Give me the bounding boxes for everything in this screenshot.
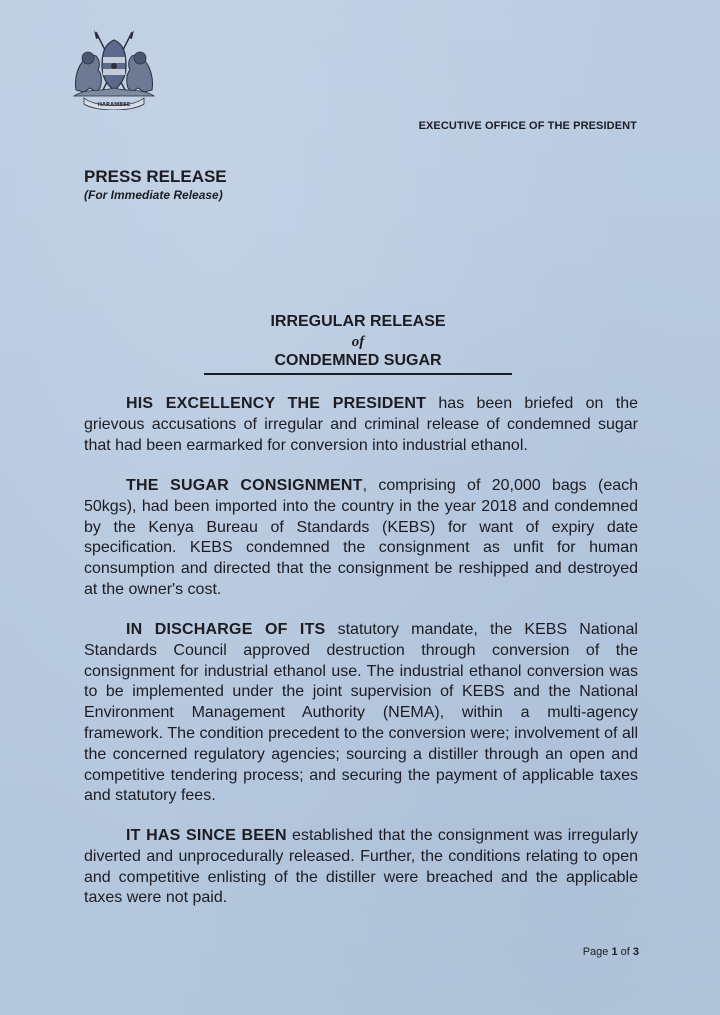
headline-line-1: IRREGULAR RELEASE <box>270 313 446 330</box>
headline-line-3: CONDEMNED SUGAR <box>274 352 442 369</box>
page-number-mid: of <box>617 946 633 958</box>
paragraph-3-text: statutory mandate, the KEBS National Standards Council approved destruction through conversion of the consignment for industrial ethanol use. The industrial ethanol conversion was to be implemented under the joint supervision of KEBS and the National Environment Management Authority (NEMA), within a multi-agency framework. The condition precedent to the conversion were; involvement of all the concerned regulatory agencies; sourcing a distiller through an open and competitive tendering process; and securing the payment of applicable taxes and statutory fees. <box>84 621 638 805</box>
headline-underline <box>204 373 512 375</box>
page-number-prefix: Page <box>582 946 612 958</box>
paragraph-3 <box>84 620 638 807</box>
paragraph-4-lead: IT HAS SINCE BEEN <box>126 827 287 844</box>
paragraph-2 <box>84 476 638 601</box>
paragraph-1-lead: HIS EXCELLENCY THE PRESIDENT <box>126 395 427 412</box>
paragraph-3-lead: IN DISCHARGE OF ITS <box>126 621 326 638</box>
coat-of-arms-logo <box>66 30 162 110</box>
page-number-total: 3 <box>632 946 639 958</box>
page-number <box>583 946 639 958</box>
paragraph-4 <box>84 826 638 909</box>
paragraph-1-text: has been briefed on the grievous accusations of irregular and criminal release of condemned sugar that had been earmarked for conversion into industrial ethanol. <box>84 395 639 454</box>
paragraph-2-text: , comprising of 20,000 bags (each 50kgs), had been imported into the country in the year 2018 and condemned by the Kenya Bureau of Standards (KEBS) for want of expiry date specification. KEBS condemned the consignment as unfit for human consumption and directed that the consignment be reshipped and destroyed at the owner's cost. <box>84 477 639 598</box>
paragraph-4-text: established that the consignment was irregularly diverted and unprocedurally released. Further, the conditions relating to open and competitive enlisting of the distiller were breached and the applicable taxes were not paid. <box>84 827 638 907</box>
paragraph-2-lead: THE SUGAR CONSIGNMENT <box>126 477 363 494</box>
motto-text: HARAMBEE <box>97 102 131 108</box>
headline-line-2: of <box>351 334 365 350</box>
paragraph-1 <box>84 394 638 456</box>
press-release-subtitle: (For Immediate Release) <box>84 188 223 202</box>
office-heading: EXECUTIVE OFFICE OF THE PRESIDENT <box>418 120 637 132</box>
press-release-title: PRESS RELEASE <box>84 167 227 186</box>
page-number-current: 1 <box>611 946 618 958</box>
